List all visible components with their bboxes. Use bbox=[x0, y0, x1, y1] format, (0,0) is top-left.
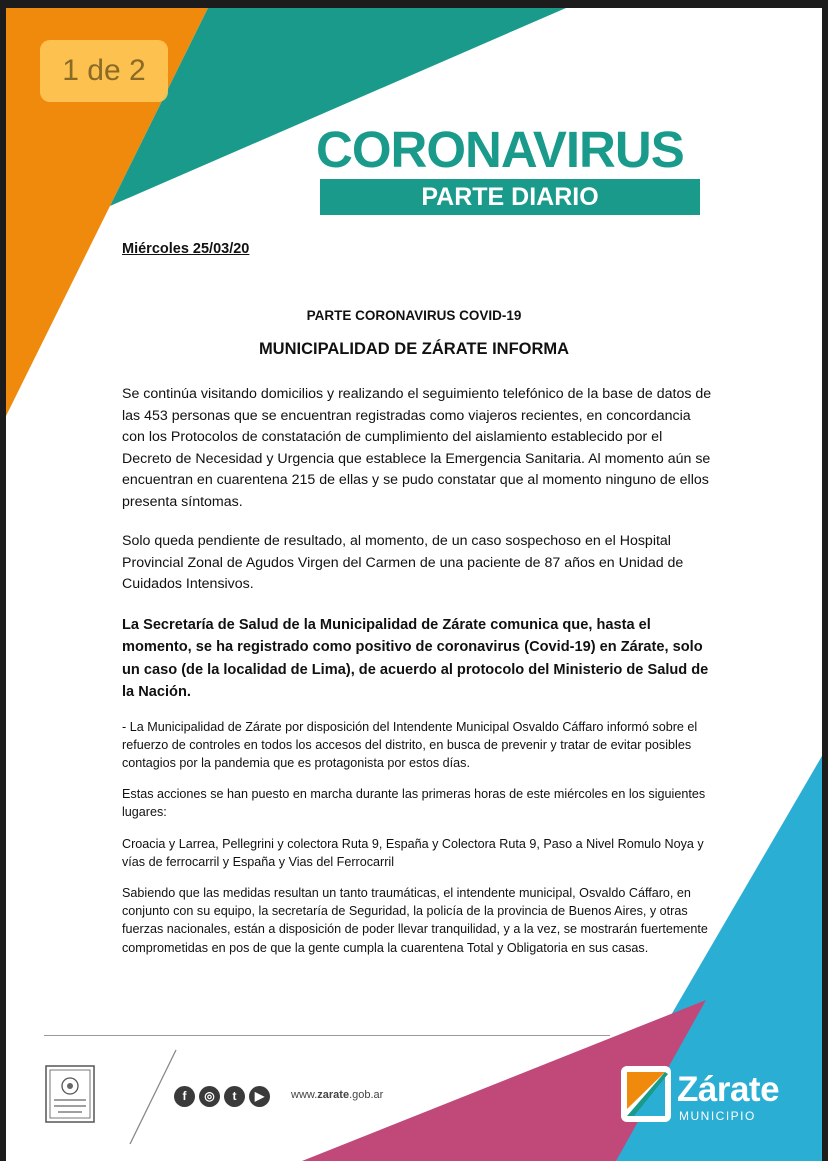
paragraph-highlight: La Secretaría de Salud de la Municipalidad de Zárate comunica que, hasta el momento, se ha registrado como positivo de coronavirus (Covid-19) en Zárate, solo un caso (de la localidad de Lima), de acuerdo al protocolo del Ministerio de Salud de la Nación. bbox=[122, 616, 709, 700]
report-subheading: MUNICIPALIDAD DE ZÁRATE INFORMA bbox=[258, 340, 570, 358]
facebook-icon[interactable]: f bbox=[174, 1086, 195, 1107]
social-links bbox=[174, 1086, 270, 1107]
website-suffix: .gob.ar bbox=[349, 1089, 384, 1101]
report-heading: PARTE CORONAVIRUS COVID-19 bbox=[306, 308, 522, 323]
paragraph: Croacia y Larrea, Pellegrini y colectora Ruta 9, España y Colectora Ruta 9, Paso a Nivel Romulo Noya y vías de ferrocarril y España y Vias del Ferrocarril bbox=[122, 836, 704, 869]
paragraph: Sabiendo que las medidas resultan un tanto traumáticas, el intendente municipal, Osvaldo Cáffaro, en conjunto con su equipo, la secretaría de Seguridad, la policía de la provincia de Buenos Aires, y otras fuerzas nacionales, están a disposición de poder llevar tranquilidad, y a la vez, se mostrarán fuertemente comprometidas en pos de que la gente cumpla la cuarentena Total y Obligatoria en sus casas. bbox=[122, 885, 708, 955]
youtube-icon[interactable]: ▶ bbox=[249, 1086, 270, 1107]
brand-name: Zárate bbox=[677, 1070, 780, 1109]
instagram-icon[interactable]: ◎ bbox=[199, 1086, 220, 1107]
report-date: Miércoles 25/03/20 bbox=[122, 241, 250, 257]
paragraph: Estas acciones se han puesto en marcha durante las primeras horas de este miércoles en los siguientes lugares: bbox=[122, 787, 706, 820]
brand-subtitle: MUNICIPIO bbox=[679, 1109, 756, 1123]
paragraph: - La Municipalidad de Zárate por disposición del Intendente Municipal Osvaldo Cáffaro informó sobre el refuerzo de controles en todos los accesos del distrito, en busca de prevenir y tratar de evitar posibles contagios por la pandemia que es protagonista por estos días. bbox=[122, 719, 698, 770]
website-link[interactable] bbox=[291, 1089, 383, 1101]
report-body bbox=[122, 384, 712, 970]
website-prefix: www. bbox=[291, 1089, 318, 1101]
website-domain: zarate bbox=[317, 1089, 350, 1101]
page-indicator-badge[interactable]: 1 de 2 bbox=[40, 40, 168, 102]
document-page bbox=[6, 8, 822, 1161]
zarate-logo-icon bbox=[620, 1065, 672, 1123]
twitter-icon[interactable]: t bbox=[224, 1086, 245, 1107]
paragraph: Se continúa visitando domicilios y realizando el seguimiento telefónico de la base de datos de las 453 personas que se encuentran registradas como viajeros recientes, en concordancia con los Protocolos de constatación de cumplimiento del aislamiento establecido por el Decreto de Necesidad y Urgencia que establece la Emergencia Sanitaria. Al momento aún se encuentran en cuarentena 215 de ellas y se pudo constatar que al momento ninguno de ellos presenta síntomas. bbox=[122, 386, 712, 510]
header-subtitle: PARTE DIARIO bbox=[320, 179, 700, 215]
paragraph: Solo queda pendiente de resultado, al momento, de un caso sospechoso en el Hospital Provincial Zonal de Agudos Virgen del Carmen de una paciente de 87 años en Unidad de Cuidados Intensivos. bbox=[122, 533, 684, 592]
header-title: CORONAVIRUS bbox=[316, 121, 684, 178]
municipal-crest-icon bbox=[44, 1064, 96, 1124]
footer-divider bbox=[44, 1035, 610, 1036]
